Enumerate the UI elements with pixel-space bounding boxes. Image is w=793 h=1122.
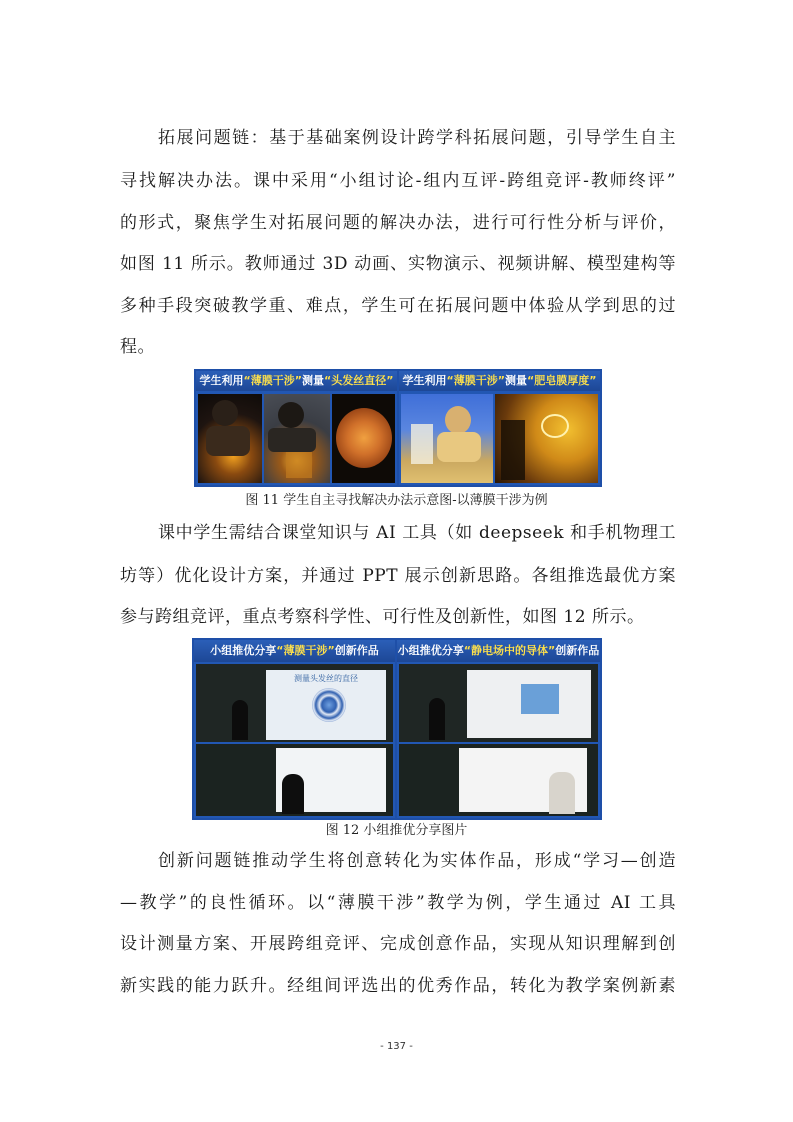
- figure-11-right-banner: 学生利用“薄膜干涉”测量“肥皂膜厚度”: [399, 371, 600, 391]
- text-line: —教学”的良性循环。以“薄膜干涉”教学为例，学生通过 AI 工具: [120, 893, 676, 913]
- figure-12-left-banner: 小组推优分享“薄膜干涉”创新作品: [194, 640, 395, 662]
- text-line: 创新问题链推动学生将创意转化为实体作品，形成“学习—创造: [158, 851, 676, 871]
- text-line: 的形式，聚焦学生对拓展问题的解决办法，进行可行性分析与评价，: [120, 213, 676, 233]
- text-line: 多种手段突破教学重、难点，学生可在拓展问题中体验从学到思的过: [120, 296, 676, 316]
- figure-12-left-panel: [194, 640, 395, 818]
- text-line: 课中学生需结合课堂知识与 AI 工具（如 deepseek 和手机物理工: [158, 523, 676, 543]
- photo-classroom-presentation-2: [196, 744, 393, 816]
- figure-11: [194, 369, 602, 487]
- figure-12-right-banner: 小组推优分享“静电场中的导体”创新作品: [397, 640, 600, 662]
- photo-classroom-presentation-1: [196, 664, 393, 742]
- text-line: 程。: [120, 337, 155, 357]
- screen-title: 测量头发丝的直径: [294, 674, 358, 683]
- text-line: 寻找解决办法。课中采用“小组讨论-组内互评-跨组竞评-教师终评”: [120, 171, 676, 191]
- photo-classroom-presentation-3: [399, 664, 598, 742]
- text-line: 如图 11 所示。教师通过 3D 动画、实物演示、视频讲解、模型建构等: [120, 254, 676, 274]
- page-number: - 137 -: [380, 1041, 413, 1052]
- text-line: 拓展问题链：基于基础案例设计跨学科拓展问题，引导学生自主: [158, 128, 676, 148]
- photo-classroom-presentation-4: [399, 744, 598, 816]
- photo-soap-film-ring: [495, 394, 598, 483]
- figure-12-right-panel: [397, 640, 600, 818]
- photo-student-microscope-2: [264, 394, 330, 483]
- figure-12: [192, 638, 602, 820]
- figure-11-right-panel: [399, 371, 600, 485]
- text-line: 新实践的能力跃升。经组间评选出的优秀作品，转化为教学案例新素: [120, 976, 676, 996]
- photo-interference-pattern: [332, 394, 395, 483]
- text-line: 参与跨组竞评，重点考察科学性、可行性及创新性，如图 12 所示。: [120, 607, 645, 627]
- figure-11-left-panel: [196, 371, 397, 485]
- figure-12-caption: 图 12 小组推优分享图片: [325, 823, 468, 838]
- text-line: 设计测量方案、开展跨组竞评、完成创意作品，实现从知识理解到创: [120, 934, 676, 954]
- figure-11-caption: 图 11 学生自主寻找解决办法示意图-以薄膜干涉为例: [245, 493, 548, 508]
- photo-student-microscope-1: [198, 394, 262, 483]
- figure-11-left-banner: 学生利用“薄膜干涉”测量“头发丝直径”: [196, 371, 397, 391]
- photo-soap-film-student: [401, 394, 493, 483]
- text-line: 坊等）优化设计方案，并通过 PPT 展示创新思路。各组推选最优方案: [120, 566, 676, 586]
